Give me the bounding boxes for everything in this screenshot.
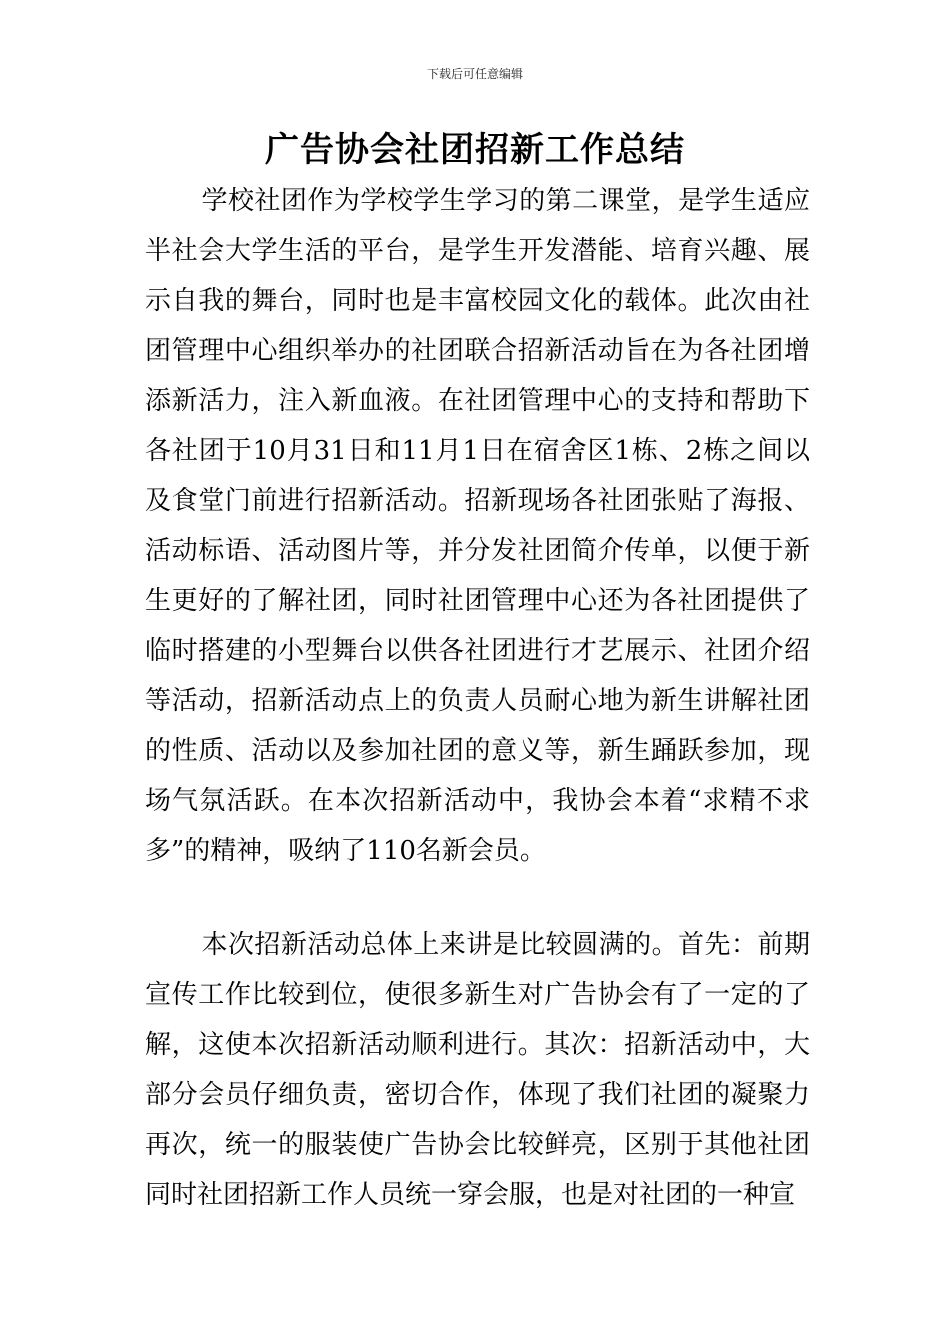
paragraph-2-text: 本次招新活动总体上来讲是比较圆满的。首先：前期宣传工作比较到位，使很多新生对广告协会有了一定的了解，这使本次招新活动顺利进行。其次：招新活动中，大部分会员仔细负责，密切合作，体现了我们社团的凝聚力再次，统一的服装使广告协会比较鲜亮，区别于其他社团同时社团招新工作人员统一穿会服，也是对社团的一种宣 (145, 930, 810, 1210)
paragraph-1-text: 学校社团作为学校学生学习的第二课堂，是学生适应半社会大学生活的平台，是学生开发潜能、培育兴趣、展示自我的舞台，同时也是丰富校园文化的载体。此次由社团管理中心组织举办的社团联合招新活动旨在为各社团增添新活力，注入新血液。在社团管理中心的支持和帮助下各社团于10月31日和11月1日在宿舍区1栋、2栋之间以及食堂门前进行招新活动。招新现场各社团张贴了海报、活动标语、活动图片等，并分发社团简介传单，以便于新生更好的了解社团，同时社团管理中心还为各社团提供了临时搭建的小型舞台以供各社团进行才艺展示、社团介绍等活动，招新活动点上的负责人员耐心地为新生讲解社团的性质、活动以及参加社团的意义等，新生踊跃参加，现场气氛活跃。在本次招新活动中，我协会本着“求精不求多”的精神，吸纳了110名新会员。 (145, 186, 810, 866)
paragraph-2 (145, 920, 810, 1220)
paragraph-1 (145, 176, 810, 876)
header-note: 下载后可任意编辑 (426, 67, 523, 81)
document-title: 广告协会社团招新工作总结 (265, 130, 685, 170)
